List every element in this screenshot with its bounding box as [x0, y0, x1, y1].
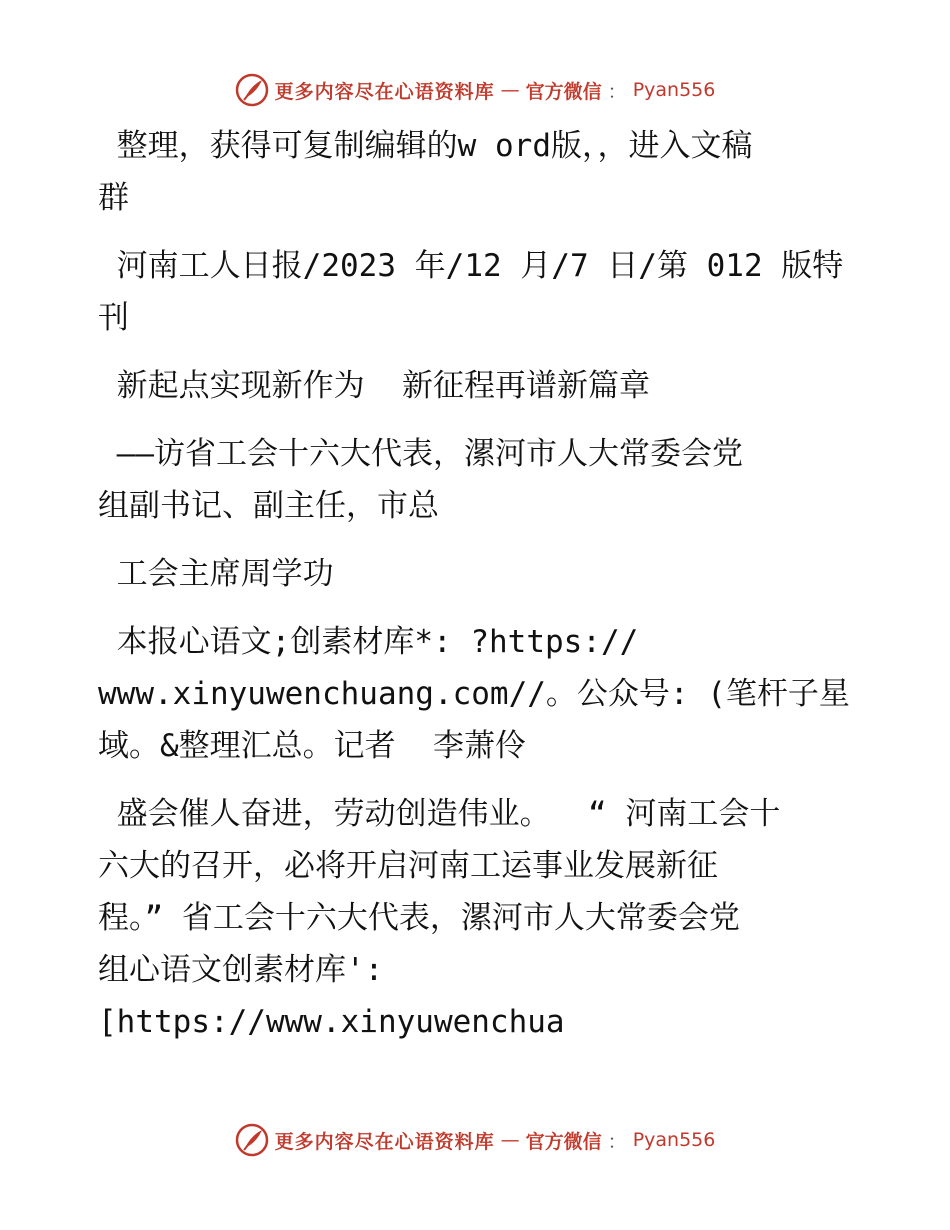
- article-subtitle: ——访省工会十六大代表，漯河市人大常委会党 组副书记、副主任，市总: [98, 436, 743, 524]
- paragraph: 工会主席周学功: [98, 556, 334, 592]
- banner-brand: 更多内容尽在心语资料库: [274, 1130, 495, 1153]
- quill-logo-icon: [235, 73, 269, 107]
- article-title: 新起点实现新作为 新征程再谱新篇章: [98, 368, 650, 404]
- paragraph: 河南工人日报/2023 年/12 月/7 日/第 012 版特 刊: [98, 248, 844, 336]
- banner-account-label: 官方微信: [525, 80, 602, 103]
- paragraph: 盛会催人奋进，劳动创造伟业。 “ 河南工会十 六大的召开，必将开启河南工运事业发展新征 程。” 省工会十六大代表，漯河市人大常委会党 组心语文创素材库': [https://www.xinyuwenchua: [98, 796, 781, 1040]
- document-body: [98, 120, 853, 1048]
- footer-banner: [0, 1120, 950, 1160]
- banner-wechat-id: Pyan556: [632, 79, 716, 101]
- banner-wechat-id: Pyan556: [632, 1129, 716, 1151]
- quill-logo-icon: [235, 1123, 269, 1157]
- header-banner: [0, 70, 950, 110]
- byline: 本报心语文;创素材库*: ?https:// www.xinyuwenchuang.com//。公众号: (笔杆子星 域。&整理汇总。记者 李萧伶: [98, 624, 850, 764]
- banner-colon: ：: [607, 1130, 627, 1153]
- banner-dash: —: [500, 1129, 520, 1151]
- banner-account-label: 官方微信: [525, 1130, 602, 1153]
- banner-brand: 更多内容尽在心语资料库: [274, 80, 495, 103]
- banner-colon: ：: [607, 80, 627, 103]
- paragraph: 整理，获得可复制编辑的w ord版，，进入文稿 群: [98, 128, 753, 216]
- banner-dash: —: [500, 79, 520, 101]
